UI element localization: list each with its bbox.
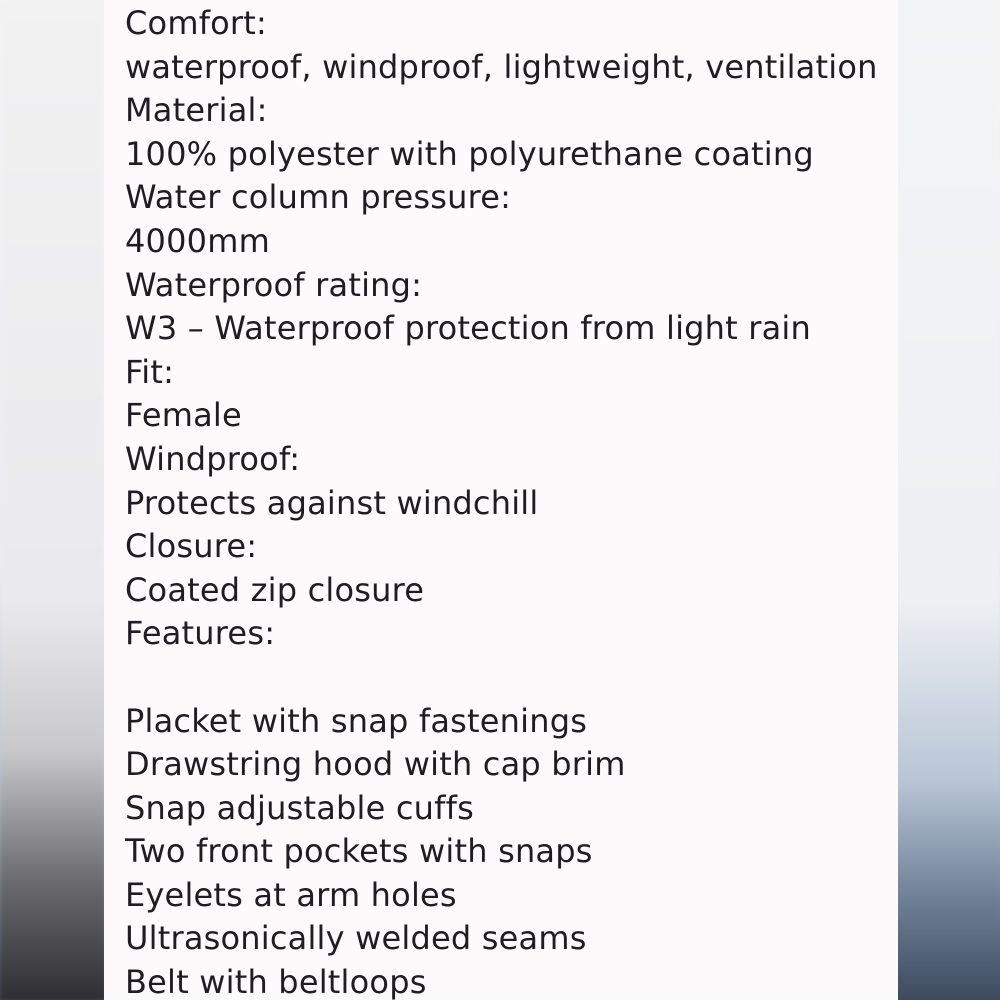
- material-value: 100% polyester with polyurethane coating: [125, 134, 814, 173]
- closure-value: Coated zip closure: [125, 570, 425, 609]
- comfort-label: Comfort:: [125, 4, 268, 42]
- feature-item: Belt with beltloops: [125, 963, 427, 1000]
- product-spec-document: [104, 0, 898, 1000]
- fit-label: Fit:: [125, 352, 175, 391]
- fit-value: Female: [125, 396, 242, 435]
- feature-item: Ultrasonically welded seams: [125, 919, 587, 958]
- comfort-value: waterproof, windproof, lightweight, ventilation: [125, 47, 878, 86]
- feature-item: Eyelets at arm holes: [125, 875, 457, 914]
- features-label: Features:: [125, 614, 276, 653]
- feature-item: Placket with snap fastenings: [125, 701, 588, 740]
- blurred-background-left: [0, 0, 105, 1000]
- spec-text-block: [125, 2, 878, 1000]
- closure-label: Closure:: [125, 527, 258, 566]
- windproof-value: Protects against windchill: [125, 483, 539, 522]
- water-column-label: Water column pressure:: [125, 178, 512, 217]
- waterproof-rating-value: W3 – Waterproof protection from light rain: [125, 309, 812, 348]
- material-label: Material:: [125, 91, 268, 130]
- blank-line: [125, 656, 878, 700]
- waterproof-rating-label: Waterproof rating:: [125, 265, 423, 304]
- water-column-value: 4000mm: [125, 221, 270, 260]
- windproof-label: Windproof:: [125, 439, 301, 478]
- feature-item: Drawstring hood with cap brim: [125, 745, 626, 784]
- blurred-background-right: [897, 0, 1000, 1000]
- feature-item: Two front pockets with snaps: [125, 832, 593, 871]
- feature-item: Snap adjustable cuffs: [125, 788, 474, 827]
